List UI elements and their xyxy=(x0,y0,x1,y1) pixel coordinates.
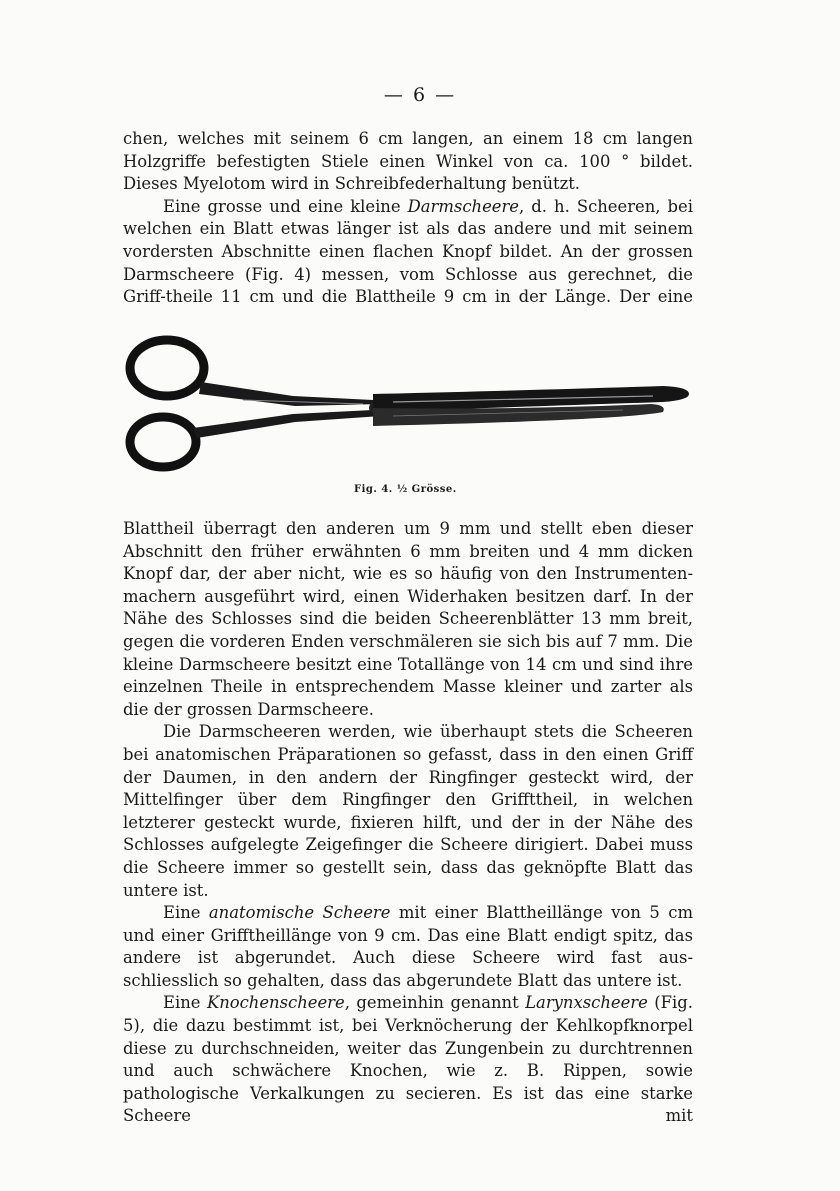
paragraph-darmscheere xyxy=(123,196,693,309)
page-number: — 6 — xyxy=(383,84,457,106)
figure-4 xyxy=(123,330,693,500)
text-block-top xyxy=(123,128,693,309)
emphasis-term: Larynxscheere xyxy=(525,993,648,1013)
figure-caption: Fig. 4. ½ Grösse. xyxy=(354,484,457,495)
paragraph-anatomische-scheere xyxy=(123,902,693,992)
text-run: (Fig. 5), die dazu bestimmt ist, bei Verknöcherung der Kehlkopfknorpel diese zu durchschneiden, weiter das Zungenbein zu durchtrennen und auch schwächere Knochen, wie z. B. Rippen, sowie pathologische Verkalkungen zu secieren. Es ist das eine starke Scheere mit xyxy=(123,993,694,1126)
paragraph-darmscheeren-haltung: Die Darmscheeren werden, wie überhaupt stets die Scheeren bei anatomischen Präparationen so gefasst, dass in den einen Griff der Daumen, in den andern der Ringfinger gesteckt wird, der Mittelfinger über dem Ringfinger den Griffttheil, in welchen letzterer gesteckt wurde, fixieren hilft, und der in der Nähe des Schlosses aufgelegte Zeigefinger die Scheere dirigiert. Dabei muss die Scheere immer so gestellt sein, dass das geknöpfte Blatt das untere ist. xyxy=(123,722,693,900)
paragraph-knochenscheere xyxy=(123,992,693,1128)
paragraph-myelotom: chen, welches mit seinem 6 cm langen, an einem 18 cm langen Holzgriffe befestigten Stiele einen Winkel von ca. 100 ° bildet. Dieses Myelotom wird in Schreibfederhaltung benützt. xyxy=(123,129,693,194)
emphasis-term: Darmscheere xyxy=(407,196,519,216)
text-run: Eine xyxy=(163,993,207,1013)
text-run: Eine xyxy=(163,903,209,923)
text-run: , gemeinhin genannt xyxy=(344,993,526,1013)
emphasis-term: Knochenscheere xyxy=(206,993,345,1013)
text-run: , d. h. Scheeren, bei welchen ein Blatt etwas länger ist als das andere und mit seinem vordersten Abschnitte einen flachen Knopf bildet. An der grossen Darmscheere (Fig. 4) messen, vom Schlosse aus gerechnet, die Griff-theile 11 cm und die Blattheile 9 cm in der Länge. Der eine xyxy=(123,196,693,307)
text-run: Eine grosse und eine kleine xyxy=(163,196,408,216)
text-run: mit einer Blattheillänge von 5 cm und einer Grifftheillänge von 9 cm. Das eine Blatt endigt spitz, das andere ist abgerundet. Auch diese Scheere wird fast aus-schliesslich so gehalten, dass das abgerundete Blatt das untere ist. xyxy=(123,903,693,990)
paragraph-blattheil: Blattheil überragt den anderen um 9 mm und stellt eben dieser Abschnitt den früher erwähnten 6 mm breiten und 4 mm dicken Knopf dar, der aber nicht, wie es so häufig von den Instrumenten-machern ausgeführt wird, einen Widerhaken besitzen darf. In der Nähe des Schlosses sind die beiden Scheerenblätter 13 mm breit, gegen die vorderen Enden verschmäleren sie sich bis auf 7 mm. Die kleine Darmscheere besitzt eine Totallänge von 14 cm und sind ihre einzelnen Theile in entsprechendem Masse kleiner und zarter als die der grossen Darmscheere. xyxy=(123,519,693,719)
text-block-bottom xyxy=(123,518,693,1128)
scissors-illustration-icon xyxy=(123,330,693,480)
emphasis-term: anatomische Scheere xyxy=(208,903,391,923)
